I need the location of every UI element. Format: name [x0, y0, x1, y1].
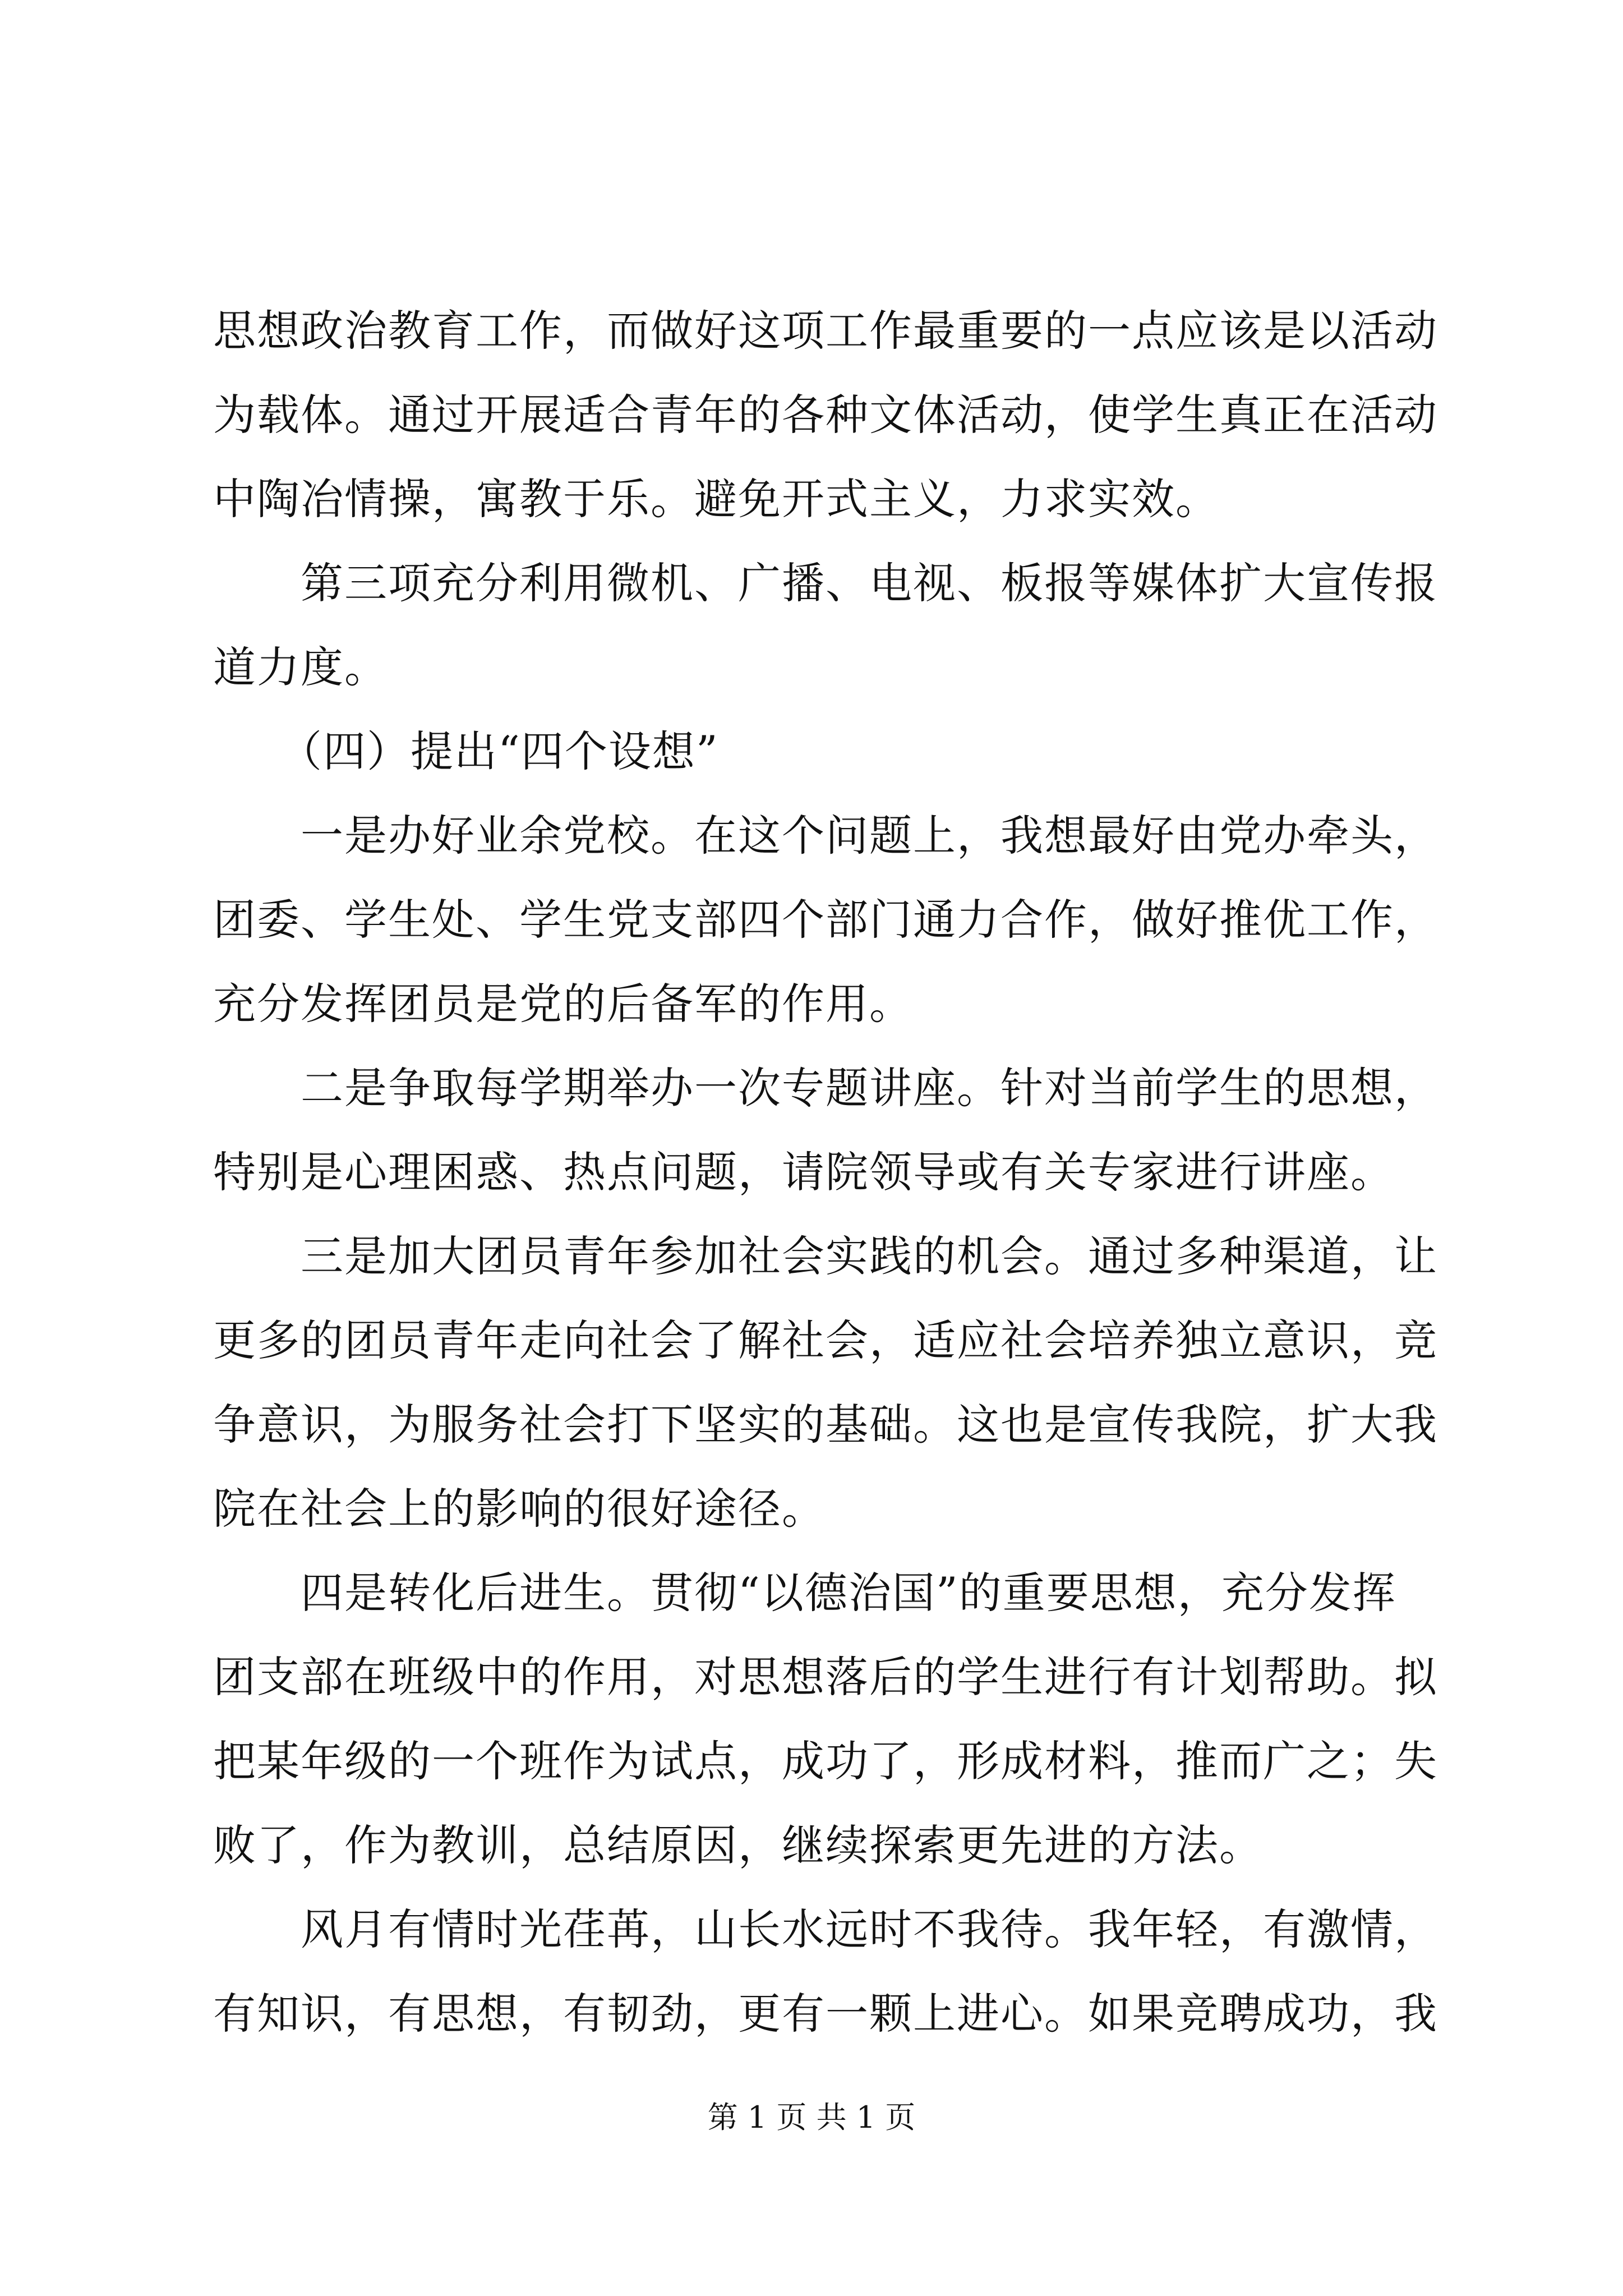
body-text-line: 团委、学生处、学生党支部四个部门通力合作，做好推优工作， [213, 895, 1438, 945]
body-text-line: 四是转化后进生。贯彻“以德治国”的重要思想，充分发挥 [213, 1568, 1396, 1618]
body-text-line: 道力度。 [213, 642, 388, 692]
body-text-line: 特别是心理困惑、热点问题，请院领导或有关专家进行讲座。 [213, 1147, 1394, 1197]
body-text-line: 思想政治教育工作，而做好这项工作最重要的一点应该是以活动 [213, 306, 1438, 356]
body-text-line: 为载体。通过开展适合青年的各种文体活动，使学生真正在活动 [213, 390, 1438, 440]
body-text-line: 争意识，为服务社会打下坚实的基础。这也是宣传我院，扩大我 [213, 1400, 1438, 1450]
body-text-line: 风月有情时光荏苒，山长水远时不我待。我年轻，有激情， [213, 1904, 1438, 1954]
body-text-line: 三是加大团员青年参加社会实践的机会。通过多种渠道，让 [213, 1231, 1438, 1281]
body-text-line: 更多的团员青年走向社会了解社会，适应社会培养独立意识，竞 [213, 1315, 1438, 1365]
section-heading: （四）提出“四个设想” [213, 726, 719, 776]
body-text-line: 团支部在班级中的作用，对思想落后的学生进行有计划帮助。拟 [213, 1652, 1438, 1702]
body-text-line: 中陶冶情操，寓教于乐。避免开式主义，力求实效。 [213, 474, 1219, 524]
body-text-line: 院在社会上的影响的很好途径。 [213, 1484, 826, 1534]
body-text-line: 败了，作为教训，总结原因，继续探索更先进的方法。 [213, 1820, 1263, 1870]
page-footer: 第 1 页 共 1 页 [707, 2100, 916, 2135]
body-text-line: 有知识，有思想，有韧劲，更有一颗上进心。如果竞聘成功，我 [213, 1989, 1438, 2039]
body-text-line: 把某年级的一个班作为试点，成功了，形成材料，推而广之；失 [213, 1736, 1438, 1786]
body-text-line: 一是办好业余党校。在这个问题上，我想最好由党办牵头， [213, 811, 1438, 861]
body-text-line: 充分发挥团员是党的后备军的作用。 [213, 979, 913, 1029]
body-text-line: 第三项充分利用微机、广播、电视、板报等媒体扩大宣传报 [213, 558, 1438, 608]
body-text-line: 二是争取每学期举办一次专题讲座。针对当前学生的思想， [213, 1063, 1438, 1113]
